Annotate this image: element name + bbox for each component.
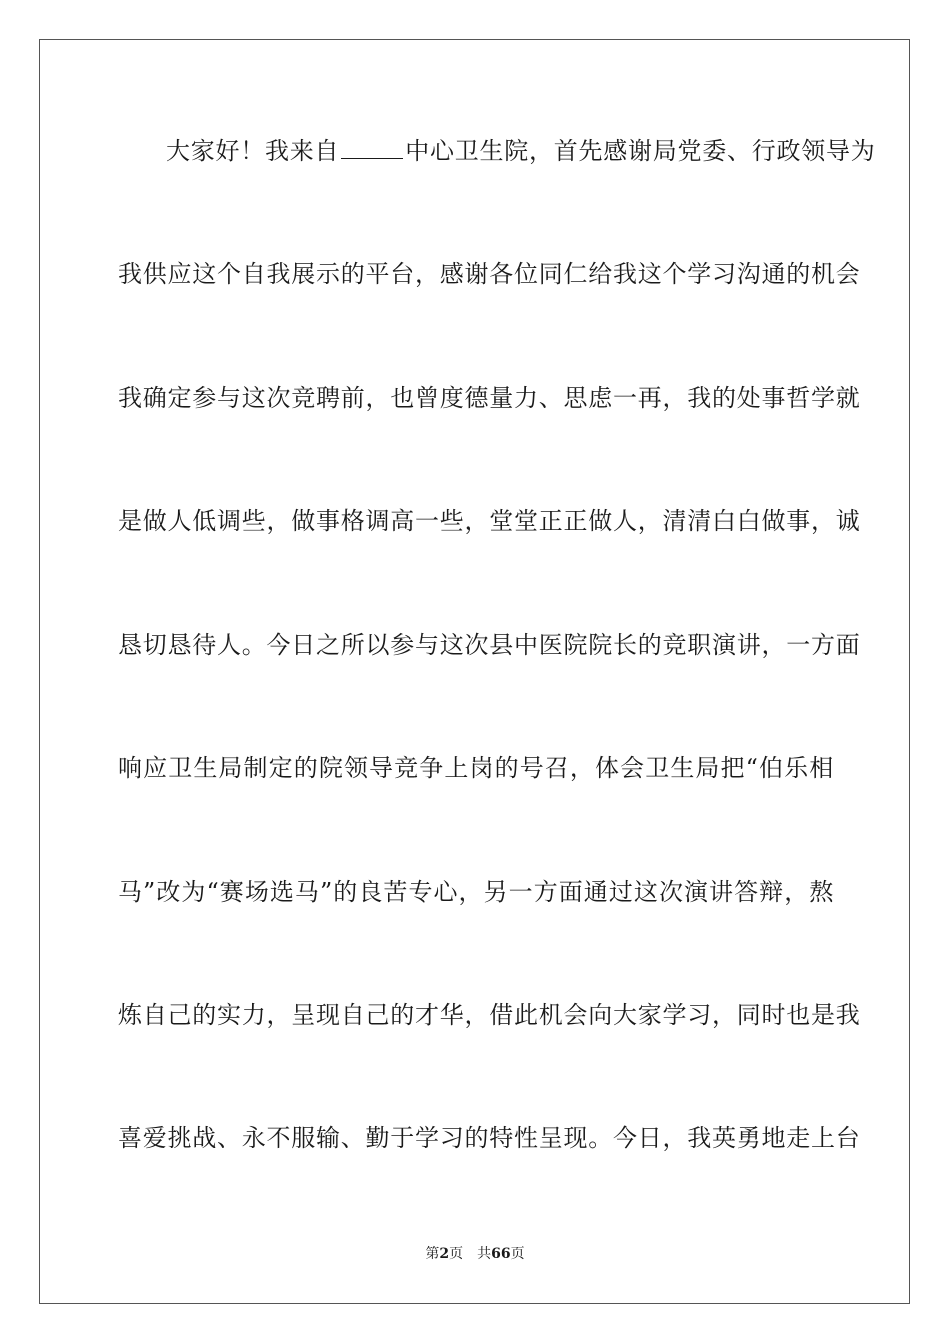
total-prefix: 共 <box>477 1246 492 1262</box>
paragraph-line-1 <box>166 131 876 171</box>
paragraph-line-4: 是做人低调些，做事格调高一些，堂堂正正做人，清清白白做事，诚 <box>118 507 861 535</box>
total-suffix: 页 <box>510 1246 525 1262</box>
paragraph-line-9: 喜爱挑战、永不服输、勤于学习的特性呈现。今日，我英勇地走上台 <box>118 1124 861 1152</box>
paragraph-line-2: 我供应这个自我展示的平台，感谢各位同仁给我这个学习沟通的机会 <box>118 260 861 288</box>
fill-in-blank <box>341 136 403 159</box>
page-suffix: 页 <box>449 1246 464 1262</box>
paragraph-line-8: 炼自己的实力，呈现自己的才华，借此机会向大家学习，同时也是我 <box>118 1001 861 1029</box>
paragraph-line-7: 马”改为“赛场选马”的良苦专心，另一方面通过这次演讲答辩，熬 <box>118 878 834 906</box>
total-pages: 66 <box>491 1246 511 1262</box>
page-border <box>39 39 910 1304</box>
paragraph-line-5: 恳切恳待人。今日之所以参与这次县中医院院长的竞职演讲，一方面 <box>118 631 861 659</box>
paragraph-line-6: 响应卫生局制定的院领导竞争上岗的号召，体会卫生局把“伯乐相 <box>118 754 834 782</box>
page-number: 2 <box>439 1246 450 1262</box>
paragraph-line-3: 我确定参与这次竞聘前，也曾度德量力、思虑一再，我的处事哲学就 <box>118 384 861 412</box>
line-1-start: 大家好！我来自 <box>166 137 340 165</box>
page-prefix: 第 <box>425 1246 440 1262</box>
line-1-end: 中心卫生院，首先感谢局党委、行政领导为 <box>405 137 876 165</box>
page-footer <box>0 1244 950 1264</box>
